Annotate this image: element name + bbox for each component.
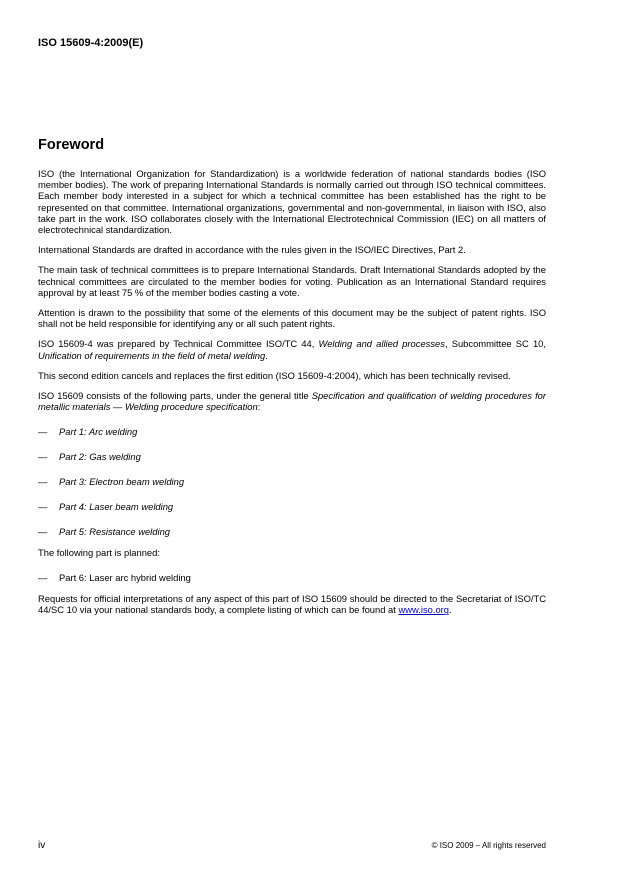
text-segment: ISO 15609-4 was prepared by Technical Committee ISO/TC 44, bbox=[38, 338, 319, 350]
list-item bbox=[38, 476, 546, 487]
part-title: Part 4: Laser beam welding bbox=[59, 501, 174, 513]
dash-bullet: — bbox=[38, 476, 48, 488]
page-title: Foreword bbox=[38, 137, 105, 153]
subcommittee-title: Unification of requirements in the field of metal welding bbox=[38, 349, 266, 361]
text-segment: . bbox=[265, 349, 268, 361]
part-title: Part 3: Electron beam welding bbox=[59, 476, 185, 488]
document-header: ISO 15609-4:2009(E) bbox=[38, 37, 144, 49]
foreword-body bbox=[38, 168, 546, 624]
paragraph-iso-intro: ISO (the International Organization for Standardization) is a worldwide federation of national standards bodies (ISO member bodies). The work of preparing International Standards is normally carried out through ISO technical committees. Each member body interested in a subject for which a technical committee has been established has the right to be represented on that committee. International organizations, governmental and non-governmental, in liaison with ISO, also take part in the work. ISO collaborates closely with the International Electrotechnical Commission (IEC) on all matters of electrotechnical standardization. bbox=[38, 168, 546, 236]
text-segment: . bbox=[449, 604, 452, 616]
dash-bullet: — bbox=[38, 451, 48, 463]
dash-bullet: — bbox=[38, 571, 48, 583]
planned-part-title: Part 6: Laser arc hybrid welding bbox=[59, 571, 191, 583]
general-title: Specification and qualification of welding procedures for metallic materials — Welding procedure specification bbox=[38, 390, 547, 413]
dash-bullet: — bbox=[38, 426, 48, 438]
part-title: Part 1: Arc welding bbox=[59, 426, 138, 438]
copyright-notice: © ISO 2009 – All rights reserved bbox=[431, 841, 546, 850]
page-number: iv bbox=[38, 840, 46, 851]
paragraph-edition: This second edition cancels and replaces the first edition (ISO 15609-4:2004), which has been technically revised. bbox=[38, 369, 511, 381]
list-item-planned bbox=[38, 572, 546, 583]
dash-bullet: — bbox=[38, 526, 48, 538]
paragraph-main-task: The main task of technical committees is to prepare International Standards. Draft International Standards adopted by the technical committees are circulated to the member bodies for voting. Publication as an International Standard requires approval by at least 75 % of the member bodies casting a vote. bbox=[38, 264, 546, 298]
paragraph-interpretations bbox=[38, 593, 546, 615]
iso-website-link[interactable]: www.iso.org bbox=[398, 604, 450, 616]
text-segment: Requests for official interpretations of any aspect of this part of ISO 15609 should be directed to the Secretariat of ISO/TC 44/SC 10 via your national standards body, a complete listing of which can be found at bbox=[38, 593, 546, 616]
part-title: Part 2: Gas welding bbox=[59, 451, 141, 463]
text-segment: , Subcommittee SC 10, bbox=[444, 338, 546, 350]
paragraph-parts-intro bbox=[38, 390, 546, 412]
list-item bbox=[38, 451, 546, 462]
list-item bbox=[38, 501, 546, 512]
list-item bbox=[38, 426, 546, 437]
part-title: Part 5: Resistance welding bbox=[59, 526, 170, 538]
paragraph-patent-rights: Attention is drawn to the possibility that some of the elements of this document may be the subject of patent rights. ISO shall not be held responsible for identifying any or all such patent rights. bbox=[38, 307, 546, 330]
dash-bullet: — bbox=[38, 501, 48, 513]
text-segment: : bbox=[257, 401, 261, 413]
list-item bbox=[38, 526, 546, 537]
paragraph-drafting-rules: International Standards are drafted in accordance with the rules given in the ISO/IEC Directives, Part 2. bbox=[38, 244, 466, 256]
text-segment: ISO 15609 consists of the following parts, under the general title bbox=[38, 390, 312, 402]
committee-title: Welding and allied processes bbox=[318, 338, 445, 350]
paragraph-planned-intro: The following part is planned: bbox=[38, 546, 160, 558]
paragraph-prepared-by bbox=[38, 338, 546, 360]
